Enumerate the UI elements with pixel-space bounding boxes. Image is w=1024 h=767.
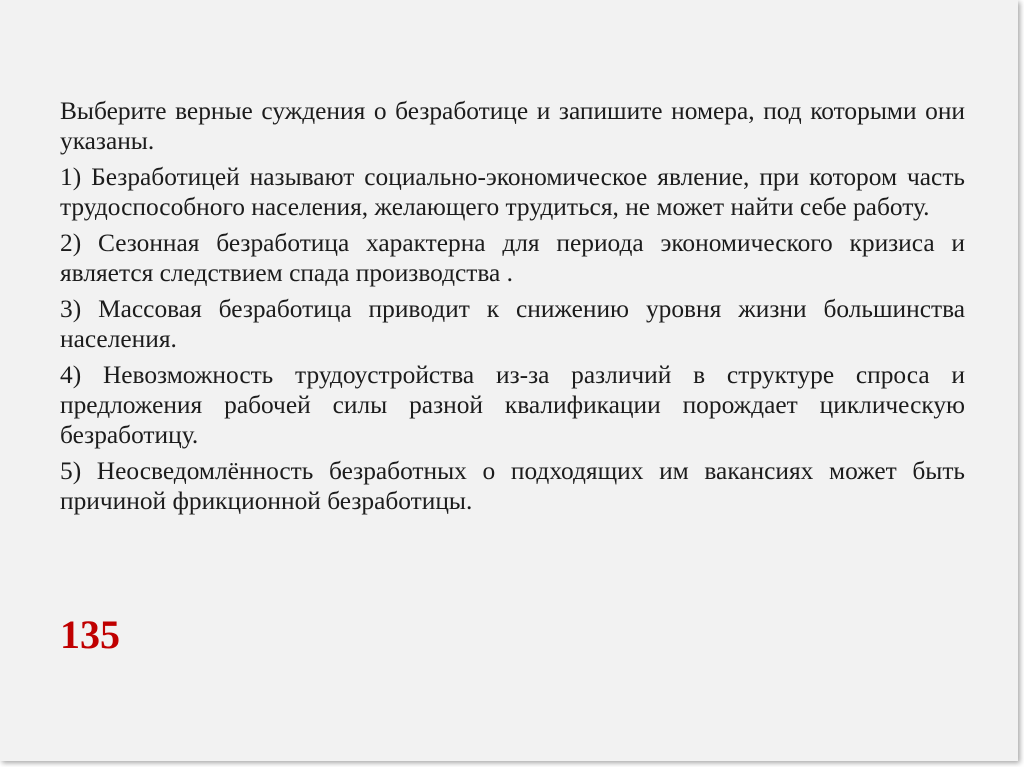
statement-4: 4) Невозможность трудоустройства из-за различий в структуре спроса и предложения рабочей силы разной квалификации порождает циклическую безработицу. xyxy=(60,361,965,449)
statement-5: 5) Неосведомлённость безработных о подходящих им вакансиях может быть причиной фрикционной безработицы. xyxy=(60,457,965,515)
statement-3: 3) Массовая безработица приводит к снижению уровня жизни большинства населения. xyxy=(60,295,965,353)
task-question: Выберите верные суждения о безработице и запишите номера, под которыми они указаны. xyxy=(60,97,965,155)
task-block xyxy=(60,96,965,522)
answer-value: 135 xyxy=(60,612,120,657)
statement-2: 2) Сезонная безработица характерна для периода экономического кризиса и является следствием спада производства . xyxy=(60,229,965,287)
statement-1: 1) Безработицей называют социально-экономическое явление, при котором часть трудоспособного населения, желающего трудиться, не может найти себе работу. xyxy=(60,163,965,221)
